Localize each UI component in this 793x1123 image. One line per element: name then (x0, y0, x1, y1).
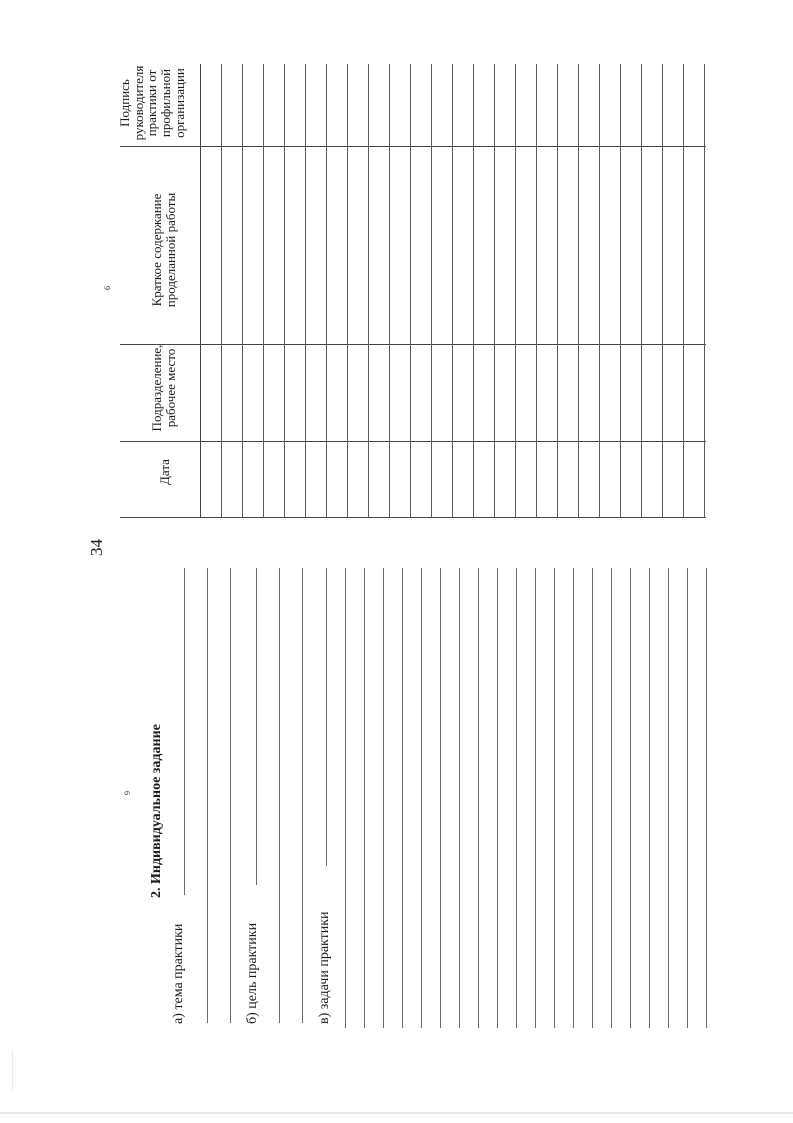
tasks-field-line[interactable] (592, 568, 593, 1028)
table-row-line (326, 64, 327, 518)
table-row-line (410, 64, 411, 518)
tasks-field-line[interactable] (516, 568, 517, 1028)
table-row-line (221, 64, 222, 518)
tasks-field-line[interactable] (630, 568, 631, 1028)
scan-bottom-edge (0, 1112, 793, 1114)
tasks-field-line[interactable] (497, 568, 498, 1028)
tasks-field-line[interactable] (440, 568, 441, 1028)
tasks-field-line[interactable] (421, 568, 422, 1028)
topic-field-line[interactable] (207, 568, 208, 1023)
tasks-field-line[interactable] (668, 568, 669, 1028)
table-row-line (242, 64, 243, 518)
table-row-line (305, 64, 306, 518)
column-header-signature: Подпись руководителя практики от профильной организации (117, 65, 187, 141)
column-separator (120, 344, 706, 345)
tasks-field-line[interactable] (573, 568, 574, 1028)
column-separator (120, 441, 706, 442)
goal-field-line[interactable] (256, 568, 257, 885)
tasks-field-line[interactable] (326, 568, 327, 866)
topic-field-line[interactable] (230, 568, 231, 1023)
table-row-line (683, 64, 684, 518)
table-row-line (641, 64, 642, 518)
tasks-field-line[interactable] (554, 568, 555, 1028)
section-heading: 2. Индивидуальное задание (149, 724, 164, 898)
left-panel-page-number: 9 (123, 791, 132, 795)
column-separator (120, 146, 706, 147)
table-row-line (557, 64, 558, 518)
tasks-field-line[interactable] (364, 568, 365, 1028)
topic-label: а) тема практики (171, 923, 186, 1024)
column-separator (120, 517, 706, 518)
column-header-summary: Краткое содержание проделанной работы (149, 192, 178, 308)
tasks-field-line[interactable] (687, 568, 688, 1028)
column-header-department: Подразделение, рабочее место (149, 344, 178, 432)
column-header-date: Дата (157, 459, 172, 485)
scan-edge-mark (12, 1050, 13, 1090)
goal-label: б) цель практики (245, 922, 260, 1024)
table-row-line (704, 64, 705, 518)
page-number: 34 (87, 539, 106, 556)
goal-field-line[interactable] (302, 568, 303, 1023)
table-row-line (599, 64, 600, 518)
table-row-line (368, 64, 369, 518)
table-row-line (263, 64, 264, 518)
table-row-line (431, 64, 432, 518)
tasks-field-line[interactable] (402, 568, 403, 1028)
tasks-field-line[interactable] (478, 568, 479, 1028)
table-row-line (494, 64, 495, 518)
tasks-field-line[interactable] (345, 568, 346, 1028)
table-header-border (200, 64, 201, 518)
table-row-line (347, 64, 348, 518)
table-row-line (284, 64, 285, 518)
table-row-line (389, 64, 390, 518)
table-row-line (452, 64, 453, 518)
tasks-field-line[interactable] (535, 568, 536, 1028)
table-row-line (578, 64, 579, 518)
tasks-field-line[interactable] (649, 568, 650, 1028)
tasks-field-line[interactable] (459, 568, 460, 1028)
table-row-line (662, 64, 663, 518)
right-panel-page-number: 6 (103, 286, 112, 290)
tasks-field-line[interactable] (383, 568, 384, 1028)
table-row-line (620, 64, 621, 518)
tasks-field-line[interactable] (611, 568, 612, 1028)
table-row-line (515, 64, 516, 518)
tasks-label: в) задачи практики (317, 911, 332, 1024)
table-row-line (536, 64, 537, 518)
tasks-field-line[interactable] (706, 568, 707, 1028)
topic-field-line[interactable] (184, 568, 185, 895)
table-row-line (473, 64, 474, 518)
goal-field-line[interactable] (279, 568, 280, 1023)
